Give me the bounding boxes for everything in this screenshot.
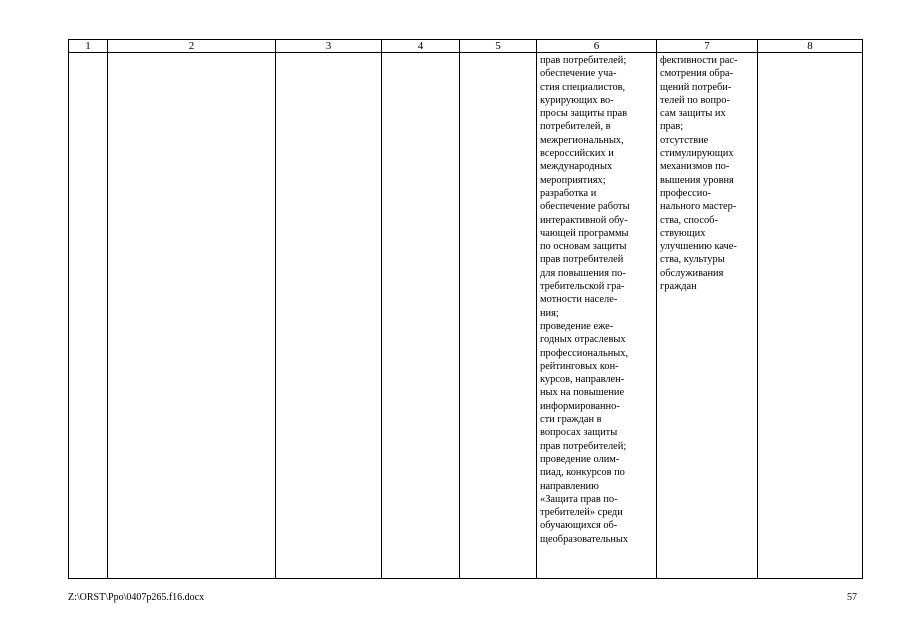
text-line: вышения уровня <box>660 174 734 186</box>
text-line: прав потребителей; <box>540 440 627 452</box>
text-line: механизмов по- <box>660 161 730 173</box>
text-line: обучающихся об- <box>540 520 618 532</box>
cell-col-2 <box>108 53 276 579</box>
cell-col-7-text <box>657 53 757 293</box>
header-col-6: 6 <box>537 40 657 53</box>
header-col-7: 7 <box>657 40 758 53</box>
text-line: прав потребителей; <box>540 55 627 66</box>
text-line: ства, способ- <box>660 214 718 226</box>
text-line: смотрения обра- <box>660 68 733 80</box>
text-line: обслуживания <box>660 267 724 279</box>
text-line: мотности населе- <box>540 294 618 306</box>
text-line: проведение еже- <box>540 320 614 332</box>
text-line: информированно- <box>540 400 620 412</box>
cell-col-6-text <box>537 53 656 546</box>
header-row <box>69 40 863 53</box>
text-line: стимулирующих <box>660 148 734 160</box>
text-line: прав потребителей <box>540 254 624 266</box>
text-line: стия специалистов, <box>540 81 626 93</box>
text-line: разработка и <box>540 187 597 199</box>
header-col-2: 2 <box>108 40 276 53</box>
text-line: курсов, направлен- <box>540 374 625 386</box>
cell-col-5 <box>460 53 537 579</box>
text-line: интерактивной обу- <box>540 214 628 226</box>
text-line: щений потреби- <box>660 81 732 93</box>
header-col-5: 5 <box>460 40 537 53</box>
cell-col-7 <box>657 53 758 579</box>
text-line: профессиональных, <box>540 347 629 359</box>
text-line: просы защиты прав <box>540 108 628 120</box>
text-line: годных отраслевых <box>540 334 626 346</box>
text-line: «Защита прав по- <box>540 493 618 505</box>
text-line: по основам защиты <box>540 241 627 253</box>
text-line: вопросах защиты <box>540 427 618 439</box>
footer-file-path: Z:\ORST\Ppo\0407p265.f16.docx <box>68 592 205 603</box>
text-line: рейтинговых кон- <box>540 360 619 372</box>
text-line: проведение олим- <box>540 453 620 465</box>
text-line: ных на повышение <box>540 387 625 399</box>
text-line: требителей» среди <box>540 507 623 519</box>
text-line: пиад, конкурсов по <box>540 467 625 479</box>
text-line: ствующих <box>660 227 706 239</box>
text-line: мероприятиях; <box>540 174 606 186</box>
text-line: для повышения по- <box>540 267 626 279</box>
footer-page-number: 57 <box>847 592 857 603</box>
text-line: сти граждан в <box>540 414 602 426</box>
text-line: телей по вопро- <box>660 94 730 106</box>
text-line: фективности рас- <box>660 55 738 66</box>
header-col-4: 4 <box>382 40 460 53</box>
table-row <box>69 53 863 579</box>
text-line: всероссийских и <box>540 148 614 160</box>
header-col-1: 1 <box>69 40 108 53</box>
text-line: направлению <box>540 480 599 492</box>
text-line: чающей программы <box>540 227 629 239</box>
text-line: потребителей, в <box>540 121 611 133</box>
text-line: обеспечение уча- <box>540 68 617 80</box>
cell-col-6 <box>537 53 657 579</box>
cell-col-8 <box>758 53 863 579</box>
text-line: сам защиты их <box>660 108 726 120</box>
text-line: курирующих во- <box>540 94 614 106</box>
text-line: ния; <box>540 307 559 319</box>
text-line: межрегиональных, <box>540 134 624 146</box>
cell-col-4 <box>382 53 460 579</box>
text-line: требительской гра- <box>540 281 625 293</box>
text-line: нального мастер- <box>660 201 737 213</box>
document-table <box>68 39 863 579</box>
header-col-3: 3 <box>276 40 382 53</box>
header-col-8: 8 <box>758 40 863 53</box>
text-line: отсутствие <box>660 134 709 146</box>
text-line: международных <box>540 161 613 173</box>
text-line: обеспечение работы <box>540 201 630 213</box>
text-line: граждан <box>660 281 697 293</box>
text-line: прав; <box>660 121 684 133</box>
text-line: щеобразовательных <box>540 533 629 545</box>
cell-col-1 <box>69 53 108 579</box>
text-line: профессио- <box>660 187 711 199</box>
text-line: ства, культуры <box>660 254 725 266</box>
cell-col-3 <box>276 53 382 579</box>
text-line: улучшению каче- <box>660 241 737 253</box>
